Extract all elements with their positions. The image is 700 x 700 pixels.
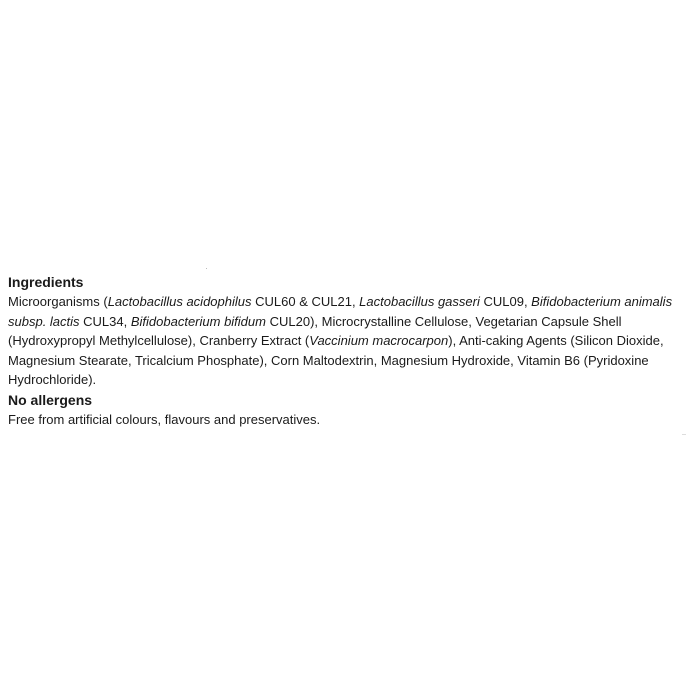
ingredients-line	[8, 331, 692, 351]
ingredient-text-run: CUL60 & CUL21,	[251, 294, 360, 309]
product-info-panel	[8, 272, 692, 430]
ingredient-text-run: Microorganisms (	[8, 294, 108, 309]
ingredient-text-run: CUL09,	[479, 294, 532, 309]
stray-mark	[682, 434, 686, 435]
ingredient-text-run: Hydrochloride).	[8, 372, 97, 388]
stray-dot	[206, 268, 207, 269]
species-name: Vaccinium macrocarpon	[309, 333, 449, 349]
allergens-text: Free from artificial colours, flavours and preservatives.	[8, 411, 321, 427]
species-name: Bifidobacterium bifidum	[130, 313, 266, 329]
species-name: subsp. lactis	[8, 313, 80, 329]
species-name: Bifidobacterium animalis	[531, 294, 673, 309]
ingredient-text-run: CUL34,	[79, 313, 131, 329]
ingredients-text	[8, 292, 692, 390]
ingredients-line	[8, 370, 692, 390]
ingredient-text-run: ), Anti-caking Agents (Silicon Dioxide,	[448, 333, 664, 349]
ingredients-heading: Ingredients	[8, 274, 84, 290]
ingredient-text-run: Magnesium Stearate, Tricalcium Phosphate), Corn Maltodextrin, Magnesium Hydroxide, Vitamin B6 (Pyridoxine	[8, 352, 649, 368]
allergens-heading: No allergens	[8, 391, 93, 408]
species-name: Lactobacillus acidophilus	[107, 294, 252, 309]
ingredient-text-run: (Hydroxypropyl Methylcellulose), Cranberry Extract (	[8, 333, 310, 349]
ingredient-text-run: CUL20), Microcrystalline Cellulose, Vegetarian Capsule Shell	[265, 313, 622, 329]
ingredients-line	[8, 292, 692, 312]
ingredients-line	[8, 312, 692, 332]
ingredients-line	[8, 351, 692, 371]
species-name: Lactobacillus gasseri	[359, 294, 480, 309]
